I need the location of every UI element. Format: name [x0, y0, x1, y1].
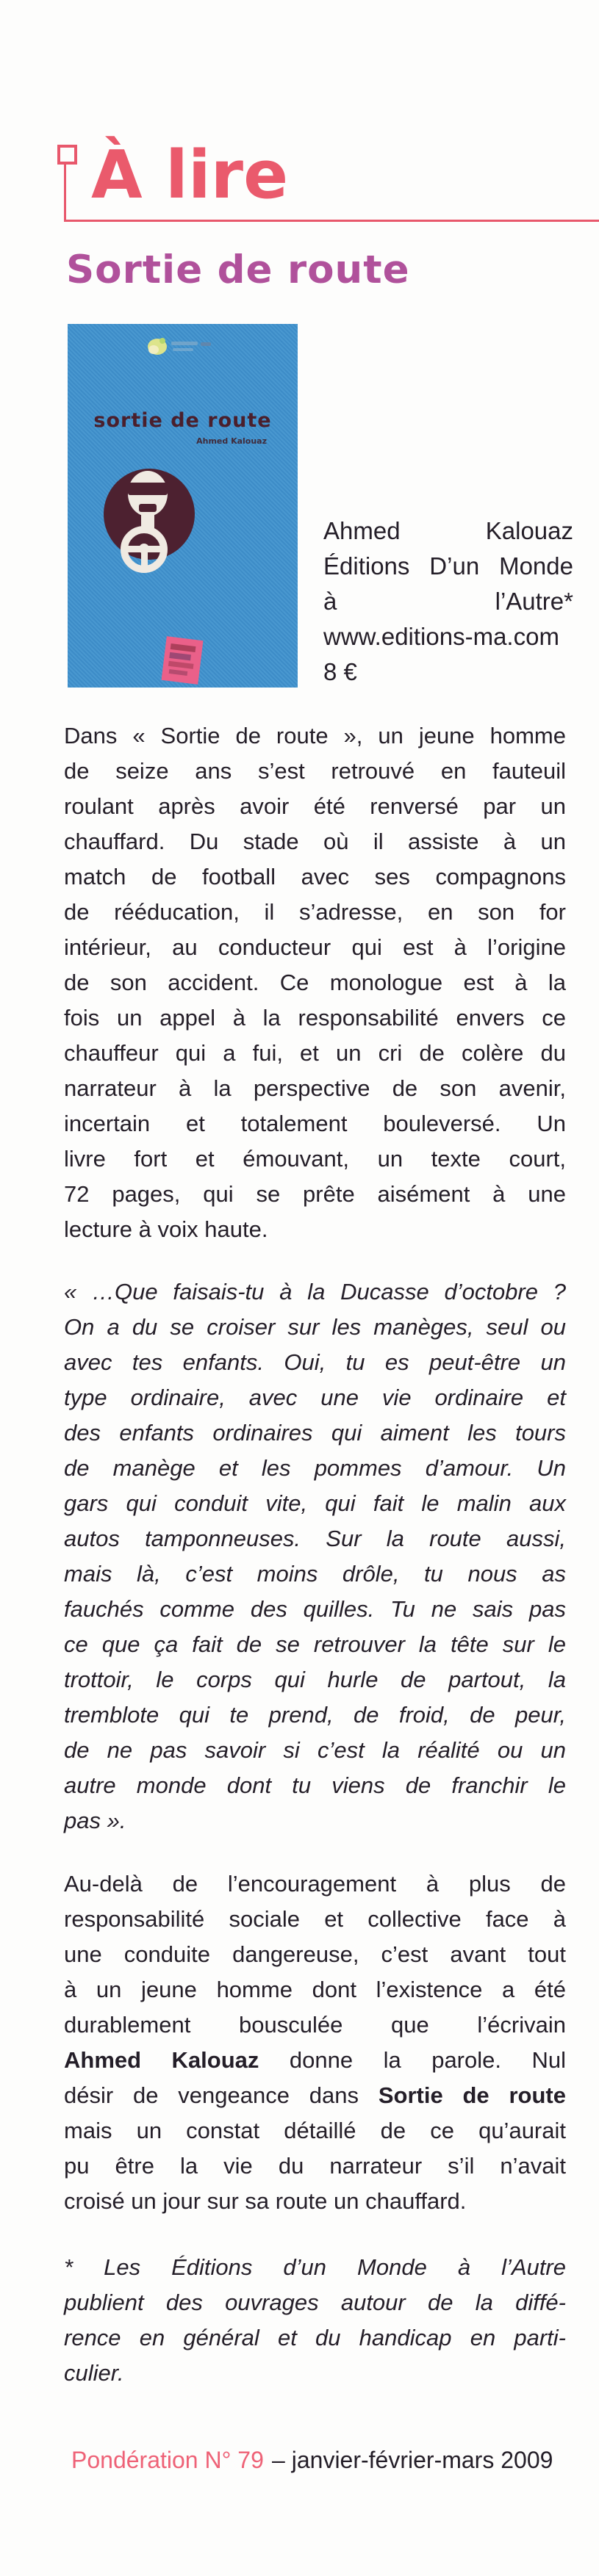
text-line: * Les Éditions d’un Monde à l’Autre — [64, 2254, 566, 2280]
text-line: fauchés comme des quilles. Tu ne sais pas — [64, 1596, 566, 1622]
book-cover-image — [68, 324, 298, 688]
paragraph-footnote — [64, 2250, 566, 2391]
text-line: 72 pages, qui se prête aisément à une — [64, 1181, 566, 1207]
book-details — [323, 513, 573, 690]
book-cover-art — [68, 324, 298, 688]
text-line: durablement bousculée que l’écrivain — [64, 2012, 566, 2038]
text-line: autos tamponneuses. Sur la route aussi, — [64, 1526, 566, 1551]
text-line: des enfants ordinaires qui aiment les tours — [64, 1420, 566, 1446]
text-line: lecture à voix haute. — [64, 1216, 268, 1242]
publisher-logo-icon — [148, 338, 211, 355]
text-line: tremblote qui te prend, de froid, de peur, — [64, 1702, 566, 1728]
text-line: avec tes enfants. Oui, tu es peut-être un — [64, 1349, 566, 1375]
text-line: responsabilité sociale et collective face à — [64, 1906, 566, 1932]
text-line: « …Que faisais-tu à la Ducasse d’octobre ? — [64, 1279, 566, 1305]
article-title: Sortie de route — [66, 248, 410, 292]
text-line: On a du se croiser sur les manèges, seul ou — [64, 1314, 566, 1340]
page-footer — [71, 2446, 553, 2474]
text-line: ce que ça fait de se retrouver la tête sur le — [64, 1631, 566, 1657]
text-line: mais là, c’est moins drôle, tu nous as — [64, 1561, 566, 1587]
text-line: chauffeur qui a fui, et un cri de colère du — [64, 1040, 566, 1066]
section-title: À lire — [91, 137, 289, 214]
text-line: mais un constat détaillé de ce qu’aurait — [64, 2118, 566, 2143]
text-line: match de football avec ses compagnons — [64, 864, 566, 890]
text-line: publient des ouvrages autour de la diffé- — [64, 2290, 566, 2315]
text-line: désir de vengeance dans Sortie de route — [64, 2082, 566, 2108]
paragraph-review-2 — [64, 1866, 566, 2219]
text-line: roulant après avoir été renversé par un — [64, 793, 566, 819]
text-line: de ne pas savoir si c’est la réalité ou un — [64, 1737, 566, 1763]
text-line: Dans « Sortie de route », un jeune homme — [64, 723, 566, 748]
text-line: 8 € — [323, 658, 357, 685]
cover-book-title: sortie de route — [93, 409, 272, 432]
text-line: pas ». — [64, 1808, 126, 1833]
text-line: de rééducation, il s’adresse, en son for — [64, 899, 566, 925]
driver-face-illustration — [104, 469, 195, 569]
text-line: Ahmed Kalouaz donne la parole. Nul — [64, 2047, 566, 2073]
text-line: de son accident. Ce monologue est à la — [64, 970, 566, 995]
text-line: livre fort et émouvant, un texte court, — [64, 1146, 566, 1172]
text-line: à un jeune homme dont l’existence a été — [64, 1977, 566, 2002]
text-line: incertain et totalement bouleversé. Un — [64, 1111, 566, 1136]
text-line: Éditions D’un Monde — [323, 552, 573, 580]
text-line: rence en général et du handicap en parti- — [64, 2325, 566, 2350]
text-line: croisé un jour sur sa route un chauffard. — [64, 2188, 467, 2214]
text-line: autre monde dont tu viens de franchir le — [64, 1772, 566, 1798]
paragraph-book-quote — [64, 1274, 566, 1839]
text-line: culier. — [64, 2360, 124, 2386]
text-line: de manège et les pommes d’amour. Un — [64, 1455, 566, 1481]
text-line: pu être la vie du narrateur s’il n’avait — [64, 2153, 566, 2179]
section-rule-horizontal — [64, 220, 599, 222]
text-line: trottoir, le corps qui hurle de partout, la — [64, 1667, 566, 1692]
footer-issue-date: – janvier-février-mars 2009 — [272, 2447, 553, 2473]
text-line: une conduite dangereuse, c’est avant tout — [64, 1941, 566, 1967]
text-line: Au-delà de l’encouragement à plus de — [64, 1871, 566, 1897]
section-rule-vertical — [64, 163, 66, 221]
section-marker-square — [57, 145, 77, 165]
footer-journal-name: Pondération N° 79 — [71, 2447, 264, 2473]
text-line: Ahmed Kalouaz — [323, 517, 573, 544]
text-line: intérieur, au conducteur qui est à l’origine — [64, 934, 566, 960]
text-line: type ordinaire, avec une vie ordinaire et — [64, 1385, 566, 1410]
text-line: de seize ans s’est retrouvé en fauteuil — [64, 758, 566, 784]
text-line: fois un appel à la responsabilité envers ce — [64, 1005, 566, 1031]
text-line: gars qui conduit vite, qui fait le malin aux — [64, 1490, 566, 1516]
paragraph-review-1 — [64, 718, 566, 1247]
text-line: à l’Autre* — [323, 588, 573, 615]
text-line: www.editions-ma.com — [323, 623, 559, 650]
cover-book-author: Ahmed Kalouaz — [196, 436, 267, 446]
text-line: chauffard. Du stade où il assiste à un — [64, 829, 566, 854]
text-line: narrateur à la perspective de son avenir, — [64, 1075, 566, 1101]
library-stamp — [162, 636, 204, 685]
